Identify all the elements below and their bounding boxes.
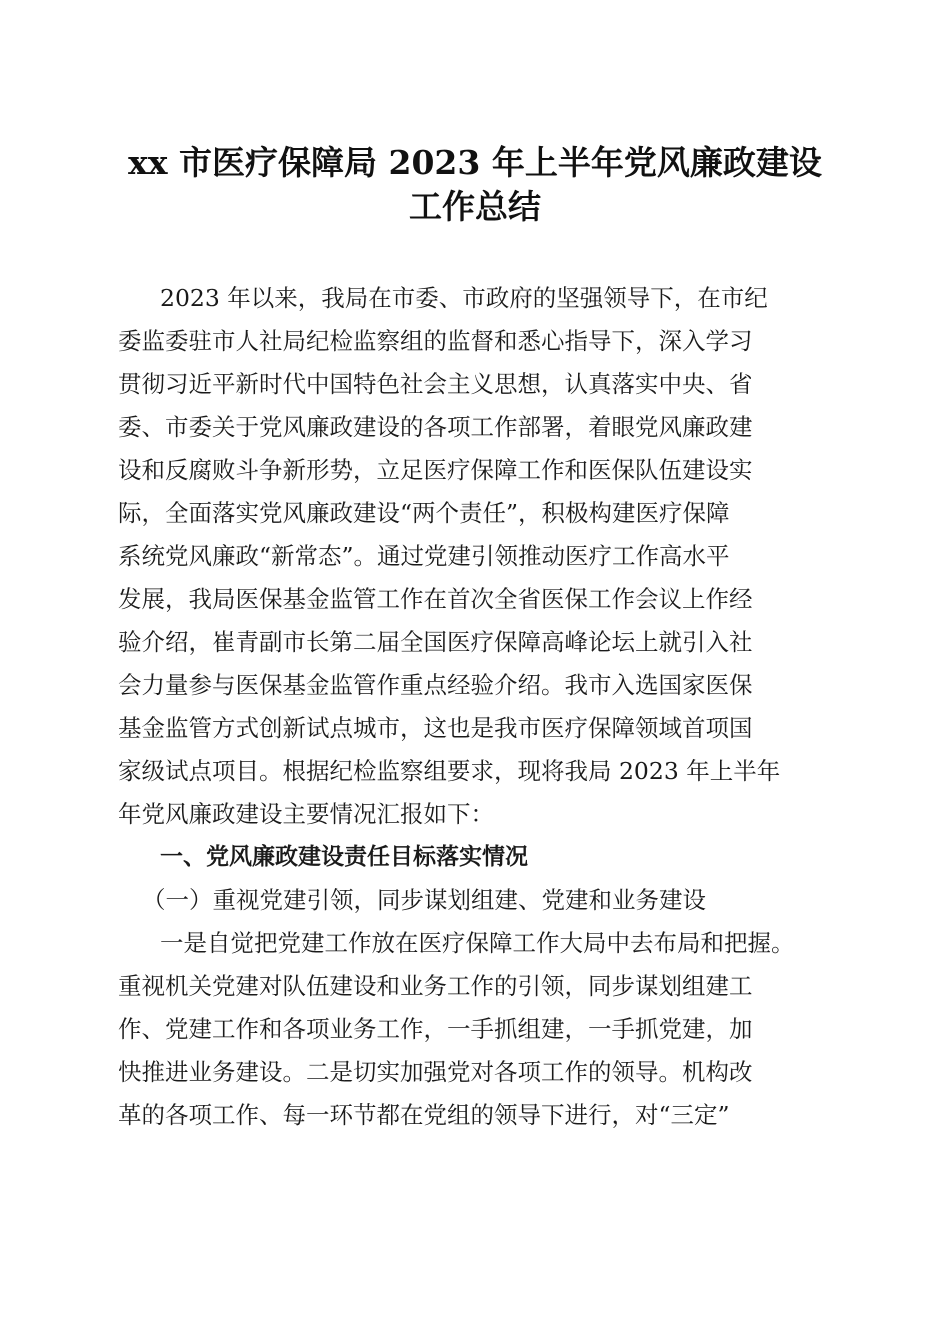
intro-line: 委监委驻市人社局纪检监察组的监督和悉心指导下，深入学习 [118, 327, 753, 355]
intro-line: 设和反腐败斗争新形势，立足医疗保障工作和医保队伍建设实 [118, 456, 753, 484]
intro-line: 2023 年以来，我局在市委、市政府的坚强领导下，在市纪 [160, 284, 768, 312]
intro-line: 委、市委关于党风廉政建设的各项工作部署，着眼党风廉政建 [118, 413, 753, 441]
intro-line: 年党风廉政建设主要情况汇报如下： [118, 800, 494, 828]
document-title-line-2: 工作总结 [409, 187, 541, 226]
intro-line: 会力量参与医保基金监管作重点经验介绍。我市入选国家医保 [118, 671, 753, 699]
intro-line: 贯彻习近平新时代中国特色社会主义思想，认真落实中央、省 [118, 370, 753, 398]
section-heading: 一、党风廉政建设责任目标落实情况 [160, 844, 528, 870]
document-title-line-1: xx 市医疗保障局 2023 年上半年党风廉政建设 [128, 143, 822, 182]
intro-line: 家级试点项目。根据纪检监察组要求，现将我局 2023 年上半年 [118, 757, 781, 785]
intro-line: 发展，我局医保基金监管工作在首次全省医保工作会议上作经 [118, 585, 753, 613]
body-line: 革的各项工作、每一环节都在党组的领导下进行，对“三定” [118, 1101, 730, 1129]
intro-line: 基金监管方式创新试点城市，这也是我市医疗保障领域首项国 [118, 714, 753, 742]
intro-line: 验介绍，崔青副市长第二届全国医疗保障高峰论坛上就引入社 [118, 628, 753, 656]
intro-line: 系统党风廉政“新常态”。通过党建引领推动医疗工作高水平 [118, 542, 730, 570]
body-line: 作、党建工作和各项业务工作，一手抓组建，一手抓党建，加 [118, 1015, 753, 1043]
body-line: 一是自觉把党建工作放在医疗保障工作大局中去布局和把握。 [160, 929, 795, 957]
subsection-heading: （一）重视党建引领，同步谋划组建、党建和业务建设 [142, 886, 706, 914]
body-line: 重视机关党建对队伍建设和业务工作的引领，同步谋划组建工 [118, 972, 753, 1000]
intro-line: 际，全面落实党风廉政建设“两个责任”，积极构建医疗保障 [118, 499, 730, 527]
body-line: 快推进业务建设。二是切实加强党对各项工作的领导。机构改 [118, 1058, 753, 1086]
